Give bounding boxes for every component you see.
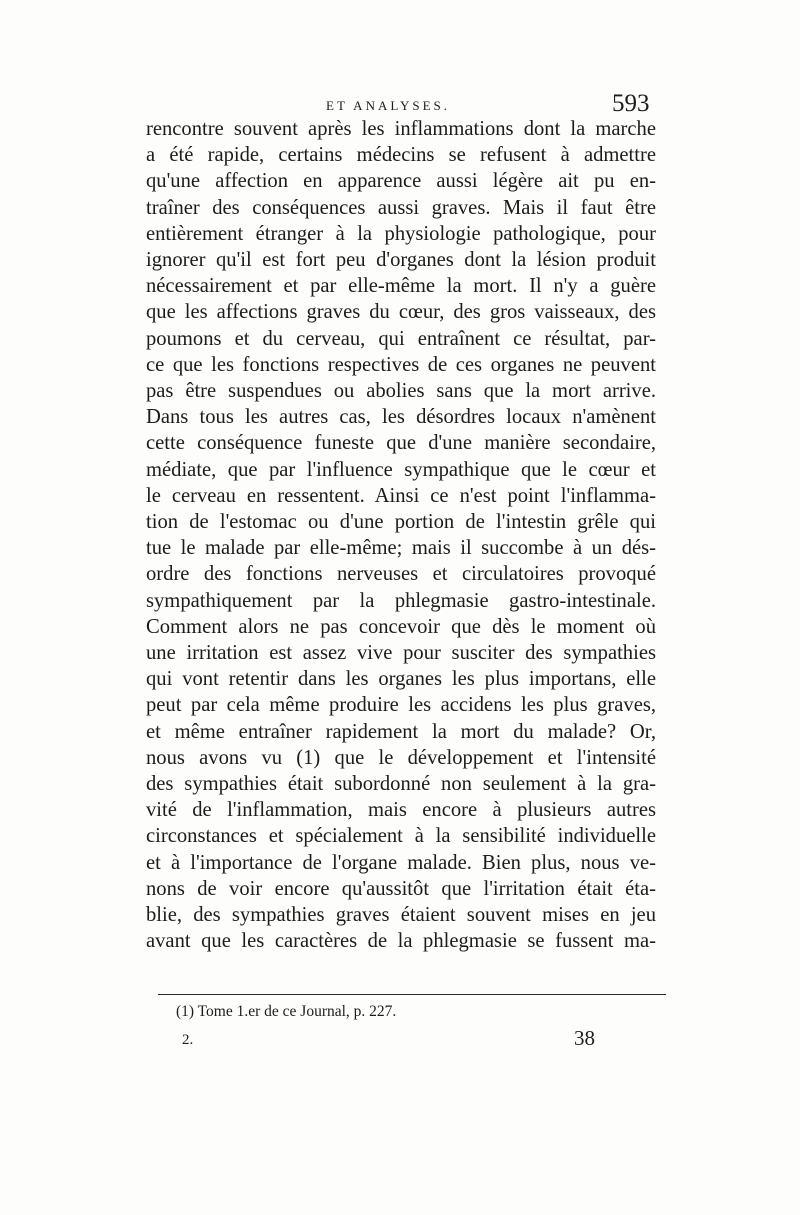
text-line: tue le malade par elle-même; mais il succombe à un dés- — [146, 537, 656, 560]
text-line: qui vont retentir dans les organes les plus importans, elle — [146, 668, 656, 691]
text-line: ignorer qu'il est fort peu d'organes dont la lésion produit — [146, 249, 656, 272]
text-line: qu'une affection en apparence aussi légère ait pu en- — [146, 170, 656, 193]
text-line: rencontre souvent après les inflammations dont la marche — [146, 118, 656, 140]
text-line: pas être suspendues ou abolies sans que la mort arrive. — [146, 380, 656, 403]
sheet-number: 38 — [574, 1026, 595, 1050]
text-line: cette conséquence funeste que d'une manière secondaire, — [146, 432, 656, 455]
text-line: a été rapide, certains médecins se refusent à admettre — [146, 144, 656, 167]
text-line: vité de l'inflammation, mais encore à plusieurs autres — [146, 799, 656, 822]
text-line: médiate, que par l'influence sympathique que le cœur et — [146, 458, 656, 481]
text-line: tion de l'estomac ou d'une portion de l'intestin grêle qui — [146, 511, 656, 534]
text-line: et à l'importance de l'organe malade. Bien plus, nous ve- — [146, 851, 656, 874]
text-line: une irritation est assez vive pour susciter des sympathies — [146, 642, 656, 665]
text-line: et même entraîner rapidement la mort du malade? Or, — [146, 720, 656, 743]
text-line: nécessairement et par elle-même la mort. Il n'y a guère — [146, 275, 656, 298]
text-line: Comment alors ne pas concevoir que dès le moment où — [146, 615, 656, 638]
text-line: le cerveau en ressentent. Ainsi ce n'est point l'inflamma- — [146, 484, 656, 507]
text-line: circonstances et spécialement à la sensibilité individuelle — [146, 825, 656, 848]
signature-mark: 2. — [182, 1032, 194, 1048]
text-line: sympathiquement par la phlegmasie gastro-intestinale. — [146, 589, 656, 612]
text-line: nons de voir encore qu'aussitôt que l'irritation était éta- — [146, 877, 656, 900]
text-line: traîner des conséquences aussi graves. Mais il faut être — [146, 196, 656, 219]
text-line: poumons et du cerveau, qui entraînent ce résultat, par- — [146, 327, 656, 350]
text-line: blie, des sympathies graves étaient souvent mises en jeu — [146, 904, 656, 927]
text-line: ordre des fonctions nerveuses et circulatoires provoqué — [146, 563, 656, 586]
text-line: ce que les fonctions respectives de ces organes ne peuvent — [146, 353, 656, 376]
text-line: entièrement étranger à la physiologie pathologique, pour — [146, 222, 656, 245]
text-line: Dans tous les autres cas, les désordres locaux n'amènent — [146, 406, 656, 429]
text-line: peut par cela même produire les accidens les plus graves, — [146, 694, 656, 717]
text-line: nous avons vu (1) que le développement et l'intensité — [146, 746, 656, 769]
text-line: que les affections graves du cœur, des gros vaisseaux, des — [146, 301, 656, 324]
text-line: des sympathies était subordonné non seulement à la gra- — [146, 773, 656, 796]
footnote: (1) Tome 1.er de ce Journal, p. 227. — [176, 1003, 397, 1020]
text-line: avant que les caractères de la phlegmasie se fussent ma- — [146, 930, 656, 953]
body-text — [146, 116, 656, 955]
running-head-title: ET ANALYSES. — [326, 98, 451, 113]
footnote-rule — [158, 994, 666, 995]
page-number: 593 — [612, 90, 650, 117]
